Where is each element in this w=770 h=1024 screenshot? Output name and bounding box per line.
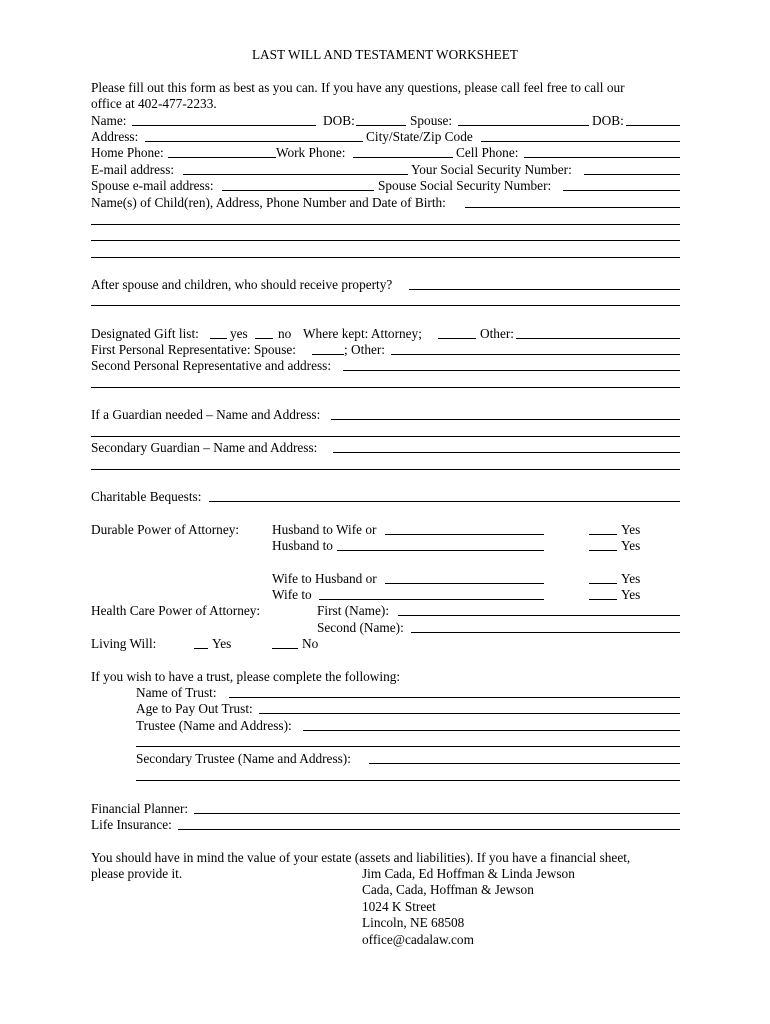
husband-to-wife-label: Husband to Wife or <box>272 522 377 537</box>
home-phone-label: Home Phone: <box>91 145 164 160</box>
trustee-line-2[interactable] <box>136 746 680 747</box>
wife-to-husband-field[interactable] <box>385 583 544 584</box>
home-phone-field[interactable] <box>168 157 276 158</box>
after-spouse-field[interactable] <box>409 289 680 290</box>
email-label: E-mail address: <box>91 162 175 177</box>
guardian-field[interactable] <box>331 419 680 420</box>
wife-to-husband-label: Wife to Husband or <box>272 571 377 586</box>
gift-list-label: Designated Gift list: <box>91 326 199 341</box>
spouse-label: Spouse: <box>410 113 453 128</box>
guardian-line-2[interactable] <box>91 436 680 437</box>
cell-phone-label: Cell Phone: <box>456 145 519 160</box>
children-label: Name(s) of Child(ren), Address, Phone Number and Date of Birth: <box>91 195 446 210</box>
trust-age-label: Age to Pay Out Trust: <box>136 701 253 716</box>
work-phone-label: Work Phone: <box>276 145 346 160</box>
signature-block <box>362 866 575 948</box>
form-title: LAST WILL AND TESTAMENT WORKSHEET <box>251 47 519 62</box>
financial-planner-label: Financial Planner: <box>91 801 189 816</box>
gift-yes-blank[interactable] <box>210 338 227 339</box>
living-will-label: Living Will: <box>91 636 157 651</box>
children-line-4[interactable] <box>91 257 680 258</box>
husband-to-wife-field[interactable] <box>385 534 544 535</box>
trust-intro: If you wish to have a trust, please complete the following: <box>91 669 401 684</box>
second-rep-field[interactable] <box>343 370 680 371</box>
firm-name: Cada, Cada, Hoffman & Jewson <box>362 882 534 898</box>
living-will-no: No <box>302 636 319 651</box>
financial-planner-field[interactable] <box>194 813 680 814</box>
life-insurance-field[interactable] <box>178 829 680 830</box>
trust-age-field[interactable] <box>259 713 680 714</box>
first-rep-label: First Personal Representative: Spouse: <box>91 342 296 357</box>
secondary-trustee-label: Secondary Trustee (Name and Address): <box>136 751 351 766</box>
dpoa-label: Durable Power of Attorney: <box>91 522 240 537</box>
city-state-zip-field[interactable] <box>481 141 680 142</box>
health-care-label: Health Care Power of Attorney: <box>91 603 261 618</box>
dob-field[interactable] <box>356 125 406 126</box>
trust-name-label: Name of Trust: <box>136 685 217 700</box>
first-rep-other-field[interactable] <box>391 354 680 355</box>
after-spouse-label: After spouse and children, who should receive property? <box>91 277 393 292</box>
children-line-2[interactable] <box>91 224 680 225</box>
intro-text-2: office at 402-477-2233. <box>91 96 217 111</box>
living-will-yes: Yes <box>212 636 232 651</box>
name-field[interactable] <box>132 125 316 126</box>
attorney-names: Jim Cada, Ed Hoffman & Linda Jewson <box>362 866 575 881</box>
wife-to-yes: Yes <box>621 587 641 602</box>
husband-to-field[interactable] <box>337 550 544 551</box>
secondary-trustee-field[interactable] <box>369 763 680 764</box>
children-field[interactable] <box>465 207 680 208</box>
closing-text-1: You should have in mind the value of your estate (assets and liabilities). If you have a financial sheet, <box>91 850 631 865</box>
after-spouse-line-2[interactable] <box>91 305 680 306</box>
guardian-label: If a Guardian needed – Name and Address: <box>91 407 321 422</box>
gift-yes-label: yes <box>230 326 248 341</box>
second-rep-line-2[interactable] <box>91 387 680 388</box>
closing-text-2: please provide it. <box>91 866 183 881</box>
husband-to-yes-blank[interactable] <box>589 550 617 551</box>
ssn-label: Your Social Security Number: <box>411 162 572 177</box>
charitable-field[interactable] <box>209 501 680 502</box>
spouse-dob-label: DOB: <box>592 113 624 128</box>
spouse-email-label: Spouse e-mail address: <box>91 178 214 193</box>
health-second-field[interactable] <box>411 632 680 633</box>
intro-text-1: Please fill out this form as best as you can. If you have any questions, please call feel free to call our <box>91 80 625 95</box>
ssn-field[interactable] <box>584 174 680 175</box>
secondary-guardian-line-2[interactable] <box>91 469 680 470</box>
gift-other-label: Other: <box>480 326 514 341</box>
secondary-guardian-field[interactable] <box>333 452 680 453</box>
wife-to-field[interactable] <box>319 599 544 600</box>
wife-to-label: Wife to <box>272 587 312 602</box>
living-will-yes-blank[interactable] <box>194 648 208 649</box>
wife-to-husband-yes-blank[interactable] <box>589 583 617 584</box>
gift-other-field[interactable] <box>516 338 680 339</box>
city-address: Lincoln, NE 68508 <box>362 915 465 931</box>
trust-name-field[interactable] <box>229 697 680 698</box>
secondary-guardian-label: Secondary Guardian – Name and Address: <box>91 440 318 455</box>
living-will-no-blank[interactable] <box>272 648 298 649</box>
trustee-label: Trustee (Name and Address): <box>136 718 292 733</box>
spouse-ssn-label: Spouse Social Security Number: <box>378 178 552 193</box>
gift-no-blank[interactable] <box>255 338 273 339</box>
husband-to-wife-yes: Yes <box>621 522 641 537</box>
spouse-field[interactable] <box>458 125 589 126</box>
spouse-email-field[interactable] <box>222 190 374 191</box>
attorney-blank[interactable] <box>438 338 476 339</box>
city-state-zip-label: City/State/Zip Code <box>366 129 473 144</box>
wife-to-yes-blank[interactable] <box>589 599 617 600</box>
work-phone-field[interactable] <box>353 157 453 158</box>
email-field[interactable] <box>183 174 408 175</box>
name-label: Name: <box>91 113 127 128</box>
trustee-field[interactable] <box>303 730 680 731</box>
husband-to-yes: Yes <box>621 538 641 553</box>
health-second-label: Second (Name): <box>317 620 404 635</box>
cell-phone-field[interactable] <box>524 157 680 158</box>
office-email: office@cadalaw.com <box>362 931 474 947</box>
spouse-dob-field[interactable] <box>626 125 680 126</box>
first-rep-other-label: ; Other: <box>344 342 385 357</box>
address-label: Address: <box>91 129 139 144</box>
secondary-trustee-line-2[interactable] <box>136 780 680 781</box>
husband-to-label: Husband to <box>272 538 333 553</box>
second-rep-label: Second Personal Representative and address: <box>91 358 332 373</box>
gift-no-label: no <box>278 326 292 341</box>
health-first-label: First (Name): <box>317 603 390 618</box>
address-field[interactable] <box>145 141 363 142</box>
children-line-3[interactable] <box>91 240 680 241</box>
where-kept-label: Where kept: Attorney; <box>303 326 422 341</box>
health-first-field[interactable] <box>398 615 680 616</box>
charitable-label: Charitable Bequests: <box>91 489 202 504</box>
husband-to-wife-yes-blank[interactable] <box>589 534 617 535</box>
first-rep-spouse-blank[interactable] <box>312 354 344 355</box>
wife-to-husband-yes: Yes <box>621 571 641 586</box>
life-insurance-label: Life Insurance: <box>91 817 172 832</box>
dob-label: DOB: <box>323 113 355 128</box>
spouse-ssn-field[interactable] <box>563 190 680 191</box>
street-address: 1024 K Street <box>362 898 436 914</box>
